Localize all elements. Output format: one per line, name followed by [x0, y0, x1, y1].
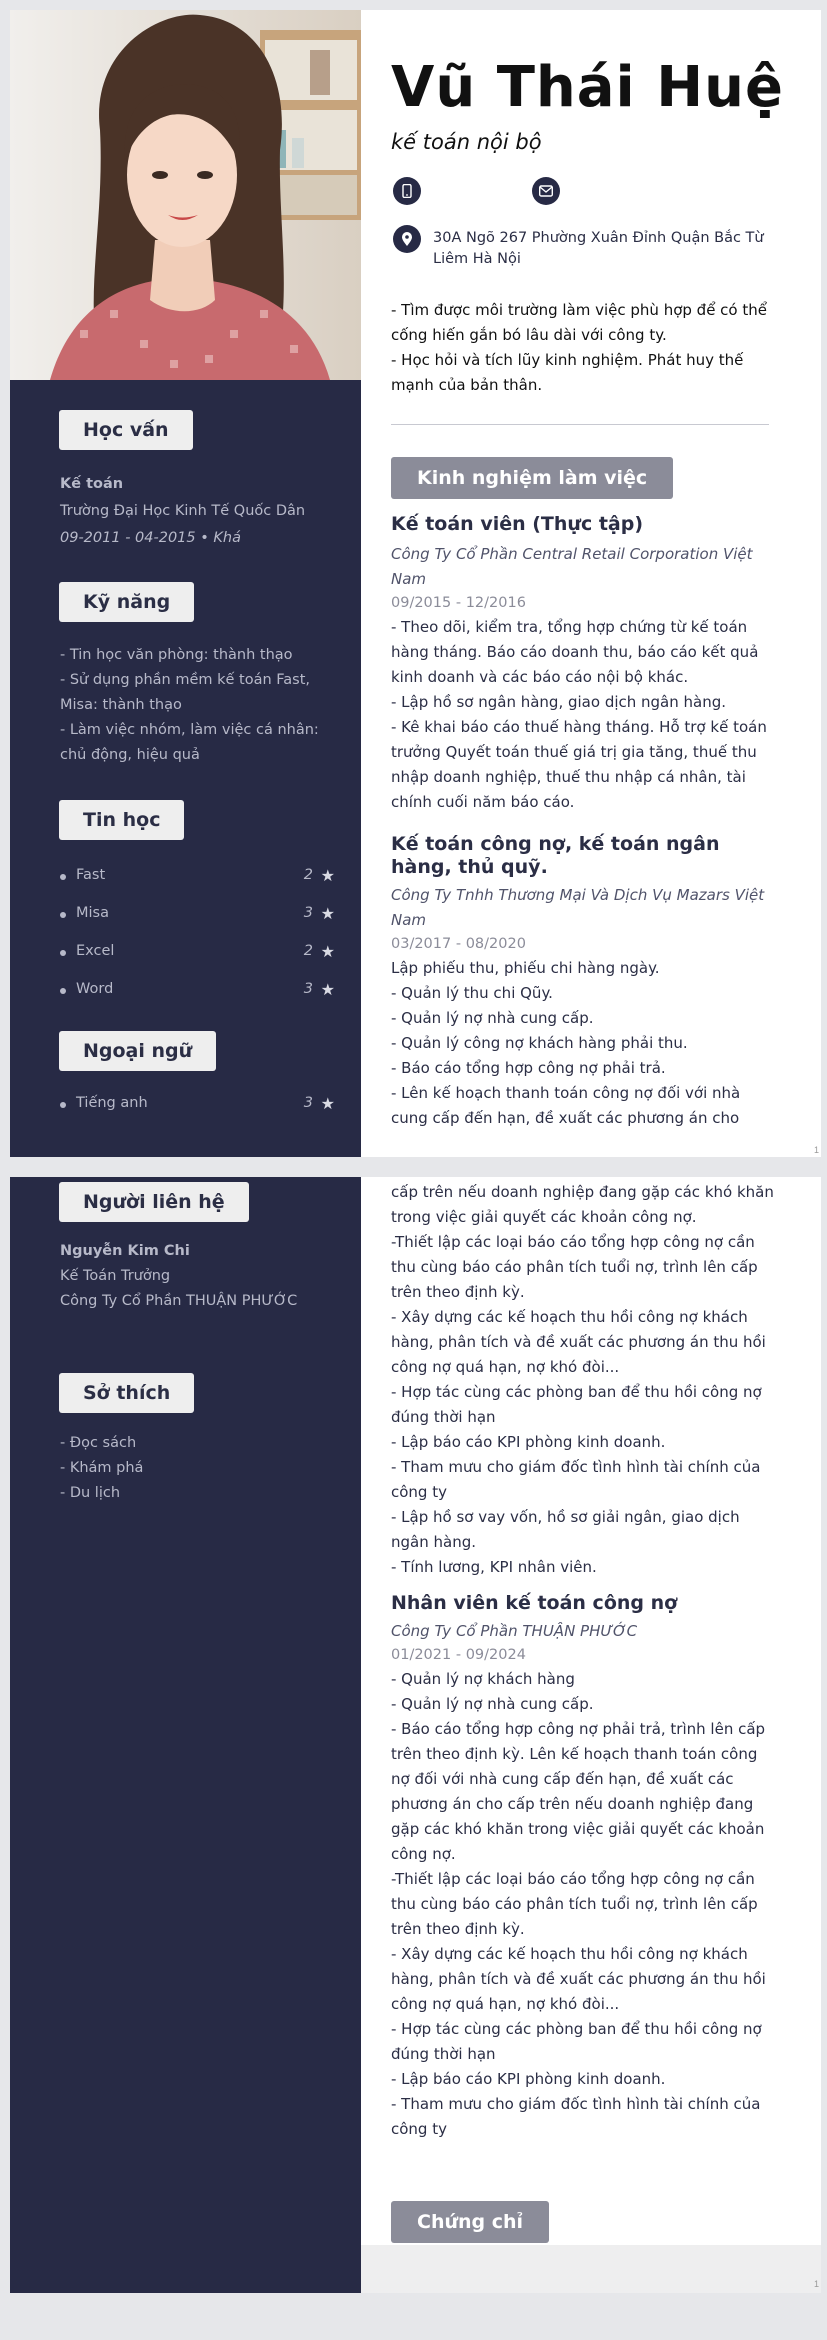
skill-level: 3 — [303, 981, 313, 997]
job-dates: 03/2017 - 08/2020 — [391, 936, 526, 952]
star-icon: ★ — [320, 942, 335, 961]
bullet-icon — [60, 874, 66, 880]
reference-heading: Người liên hệ — [59, 1182, 249, 1222]
career-objective: - Tìm được môi trường làm việc phù hợp để có thể cống hiến gắn bó lâu dài với công ty. - Học hỏi và tích lũy kinh nghiệm. Phát huy thế mạnh của bản thân. — [391, 301, 767, 394]
it-skills-heading: Tin học — [59, 800, 184, 840]
hobbies-text: - Đọc sách - Khám phá - Du lịch — [60, 1435, 144, 1501]
job-1 — [391, 513, 776, 815]
job-2-description-continued: cấp trên nếu doanh nghiệp đang gặp các khó khăn trong việc giải quyết các khoản công nợ. -Thiết lập các loại báo cáo tổng hợp công nợ cần thu cùng báo cáo phân tích tuổi nợ, trình lên cấp trên theo định kỳ. - Xây dựng các kế hoạch thu hồi công nợ khách hàng, phân tích và đề xuất các phương án thu hồi công nợ quá hạn, nợ khó đòi... - Hợp tác cùng các phòng ban để thu hồi công nợ đúng thời hạn - Lập báo cáo KPI phòng kinh doanh. - Tham mưu cho giám đốc tình hình tài chính của công ty - Lập hồ sơ vay vốn, hồ sơ giải ngân, giao dịch ngân hàng. - Tính lương, KPI nhân viên. — [391, 1183, 774, 1576]
profile-photo — [10, 10, 361, 380]
language-name: Tiếng anh — [76, 1095, 148, 1111]
job-description: - Theo dõi, kiểm tra, tổng hợp chứng từ kế toán hàng tháng. Báo cáo doanh thu, báo cáo kết quả kinh doanh và các báo cáo nội bộ khác. - Lập hồ sơ ngân hàng, giao dịch ngân hàng. - Kê khai báo cáo thuế hàng tháng. Hỗ trợ kế toán trưởng Quyết toán thuế giá trị gia tăng, thuế thu nhập doanh nghiệp, thuế thu nhập cá nhân, tài chính cuối năm báo cáo. — [391, 618, 767, 811]
skill-level: 3 — [303, 905, 313, 921]
job-3 — [391, 1592, 776, 2142]
star-icon: ★ — [320, 1094, 335, 1113]
bullet-icon — [60, 912, 66, 918]
bullet-icon — [60, 950, 66, 956]
resume-page-1 — [10, 10, 821, 1157]
skill-name: Misa — [76, 905, 109, 921]
hobbies-heading: Sở thích — [59, 1373, 194, 1413]
language-level: 3 — [303, 1095, 313, 1111]
education-major: Kế toán — [60, 476, 124, 492]
bullet-icon — [60, 1102, 66, 1108]
skills-heading: Kỹ năng — [59, 582, 194, 622]
certificates-heading: Chứng chỉ — [391, 2201, 549, 2243]
experience-heading: Kinh nghiệm làm việc — [391, 457, 673, 499]
skill-name: Fast — [76, 867, 106, 883]
job-dates: 09/2015 - 12/2016 — [391, 595, 526, 611]
reference-name: Nguyễn Kim Chi — [60, 1243, 190, 1259]
phone-icon — [393, 177, 421, 205]
page-footer-band — [361, 2245, 821, 2293]
job-description: - Quản lý nợ khách hàng - Quản lý nợ nhà cung cấp. - Báo cáo tổng hợp công nợ phải trả, trình lên cấp trên theo định kỳ. Lên kế hoạch thanh toán công nợ đối với nhà cung cấp đến hạn, đề xuất các phương án cho cấp trên nếu doanh nghiệp đang gặp các khó khăn trong việc giải quyết các khoản công nợ. -Thiết lập các loại báo cáo tổng hợp công nợ cần thu cùng báo cáo phân tích tuổi nợ, trình lên cấp trên theo định kỳ. - Xây dựng các kế hoạch thu hồi công nợ khách hàng, phân tích và đề xuất các phương án thu hồi công nợ quá hạn, nợ khó đòi... - Hợp tác cùng các phòng ban để thu hồi công nợ đúng thời hạn - Lập báo cáo KPI phòng kinh doanh. - Tham mưu cho giám đốc tình hình tài chính của công ty — [391, 1670, 766, 2138]
job-company: Công Ty Cổ Phần THUẬN PHƯỚC — [391, 1622, 638, 1640]
skill-row-word — [60, 981, 335, 1001]
star-icon: ★ — [320, 980, 335, 999]
candidate-name: Vũ Thái Huệ — [391, 55, 784, 120]
skill-row-fast — [60, 867, 335, 887]
education-period: 09-2011 - 04-2015 • Khá — [60, 530, 241, 546]
skill-row-misa — [60, 905, 335, 925]
education-heading: Học vấn — [59, 410, 193, 450]
resume-page-2 — [10, 1177, 821, 2293]
sidebar — [10, 1177, 361, 2293]
skill-level: 2 — [303, 943, 313, 959]
job-company: Công Ty Cổ Phần Central Retail Corporation Việt Nam — [391, 545, 753, 588]
education-school: Trường Đại Học Kinh Tế Quốc Dân — [60, 503, 306, 519]
job-dates: 01/2021 - 09/2024 — [391, 1647, 526, 1663]
job-2 — [391, 833, 776, 1131]
skill-level: 2 — [303, 867, 313, 883]
skill-row-excel — [60, 943, 335, 963]
job-description: Lập phiếu thu, phiếu chi hàng ngày. - Quản lý thu chi Qũy. - Quản lý nợ nhà cung cấp. - Quản lý công nợ khách hàng phải thu. - Báo cáo tổng hợp công nợ phải trả. - Lên kế hoạch thanh toán công nợ đối với nhà cung cấp đến hạn, đề xuất các phương án cho — [391, 959, 741, 1127]
skills-text: - Tin học văn phòng: thành thạo - Sử dụng phần mềm kế toán Fast, Misa: thành thạo - Làm việc nhóm, làm việc cá nhân: chủ động, hiệu quả — [60, 647, 319, 763]
job-position: Kế toán viên (Thực tập) — [391, 513, 644, 535]
job-position: Nhân viên kế toán công nợ — [391, 1592, 678, 1614]
job-position: Kế toán công nợ, kế toán ngân hàng, thủ quỹ. — [391, 833, 720, 878]
bullet-icon — [60, 988, 66, 994]
star-icon: ★ — [320, 904, 335, 923]
section-divider — [391, 424, 769, 425]
job-company: Công Ty Tnhh Thương Mại Và Dịch Vụ Mazars Việt Nam — [391, 886, 765, 929]
reference-role: Kế Toán Trưởng — [60, 1268, 171, 1284]
candidate-title: kế toán nội bộ — [391, 130, 542, 154]
page-number: 1 — [813, 2279, 819, 2289]
reference-company: Công Ty Cổ Phần THUẬN PHƯỚC — [60, 1293, 298, 1309]
page-number: 1 — [813, 1145, 819, 1155]
languages-heading: Ngoại ngữ — [59, 1031, 216, 1071]
language-row — [60, 1095, 335, 1115]
star-icon: ★ — [320, 866, 335, 885]
email-icon — [532, 177, 560, 205]
skill-name: Word — [76, 981, 114, 997]
location-pin-icon — [393, 225, 421, 253]
skill-name: Excel — [76, 943, 115, 959]
address-text: 30A Ngõ 267 Phường Xuân Đỉnh Quận Bắc Từ Liêm Hà Nội — [433, 230, 764, 267]
